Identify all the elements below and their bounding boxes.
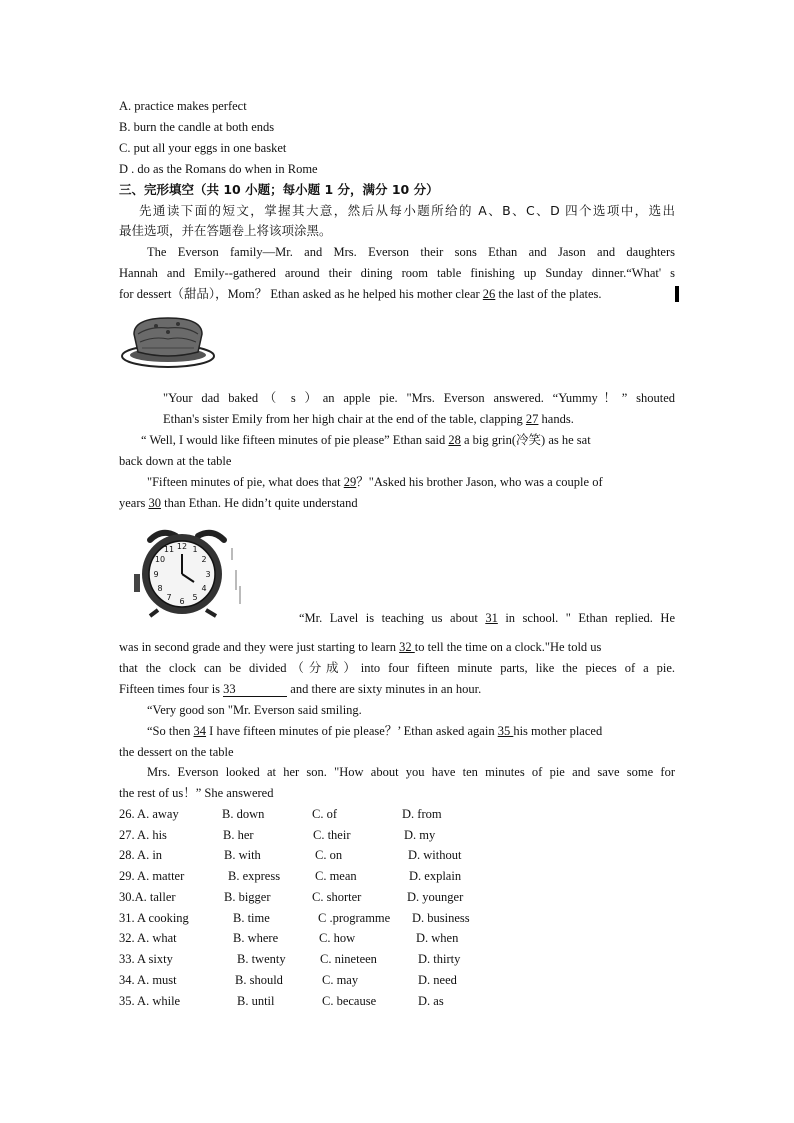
prev-option-d: D . do as the Romans do when in Rome xyxy=(119,162,318,176)
blank-27: 27 xyxy=(525,412,539,426)
blank-29: 29 xyxy=(343,475,357,489)
passage-p8-line2: the rest of us！” She answered xyxy=(119,786,274,800)
svg-text:8: 8 xyxy=(157,584,163,593)
apple-pie-image xyxy=(120,312,218,370)
svg-text:1: 1 xyxy=(192,545,198,554)
passage-p5-line1: “Mr. Lavel is teaching us about 31 in school. " Ethan replied. He xyxy=(299,611,675,625)
svg-text:12: 12 xyxy=(176,542,188,551)
svg-text:10: 10 xyxy=(154,555,166,564)
passage-p1-line3: for dessert（甜品），Mom？ Ethan asked as he helped his mother clear 26 the last of the plates. xyxy=(119,287,602,301)
passage-p3-line2: back down at the table xyxy=(119,454,232,468)
section-instruction-1: 先通读下面的短文，掌握其大意，然后从每小题所给的 A、B、C、D 四个选项中，选出 xyxy=(139,203,675,218)
svg-text:9: 9 xyxy=(153,570,159,579)
passage-p5-line4: Fifteen times four is 33 and there are sixty minutes in an hour. xyxy=(119,682,482,696)
svg-text:11: 11 xyxy=(163,545,175,554)
passage-p5-line3: that the clock can be divided（分成）into four fifteen minute parts, like the pieces of a pie. xyxy=(119,661,675,675)
svg-text:6: 6 xyxy=(179,597,185,606)
passage-p3-line1: “ Well, I would like fifteen minutes of pie please” Ethan said 28 a big grin(冷笑) as he sat xyxy=(141,433,591,447)
passage-p4-line1: "Fifteen minutes of pie, what does that 29？"Asked his brother Jason, who was a couple of xyxy=(147,475,603,489)
section-instruction-2: 最佳选项，并在答题卷上将该项涂黑。 xyxy=(119,223,332,238)
blank-34: 34 xyxy=(193,724,207,738)
blank-31: 31 xyxy=(485,611,498,625)
svg-text:2: 2 xyxy=(201,555,207,564)
passage-p4-line2: years 30 than Ethan. He didn’t quite understand xyxy=(119,496,358,510)
passage-p7-line2: the dessert on the table xyxy=(119,745,234,759)
margin-mark xyxy=(675,286,679,302)
svg-text:4: 4 xyxy=(201,584,207,593)
exam-page: A. practice makes perfect B. burn the candle at both ends C. put all your eggs in one basket D . do as the Romans do when in Rome 三、完形填空（共 10 小题；每小题 1 分，满分 10 分） 先通读下面的短文，掌握其大意，然后从每小题所给的 A、B、C、D 四个选项中，选出 最佳选项，并在答题卷上将该项涂黑。 The Everson family—Mr. and Mrs. Everson their sons Ethan and Jason and daughters Hannah and Emily--gathered around their dining room table finishing up Sunday dinner.“What' s for dessert（甜品），Mom？ Ethan asked as he helped his mother clear 26 the last of the plates. "Your dad baked（ s ）an apple pie. "Mrs. Everson answered. “Yummy！” shouted Ethan's sister Emily from her high chair at the end of the table, clapping 27 hands. “ Well, I would like fifteen minutes of pie please” Ethan said 28 a big grin(冷笑) as he sat back down at the table "Fifteen minutes of pie, what does that 29？"Asked his brother Jason, who was a couple of years 30 than Ethan. He didn’t quite understand 12 1 2 3 4 5 6 7 8 9 10 11 “Mr. Lavel is teaching us about 31 in school. " Ethan replied. He was in second grade and they were just starting to learn 32 to tell the time on a clock."He told us that the clock can be divided（分成）into four fifteen minute parts, like the pieces of a pie. Fifteen times four is 33 and there are sixty minutes in an hour. “Very good son "Mr. Everson said smiling. “So then 34 I have fifteen minutes of pie please？’ Ethan asked again 35 his mother placed the dessert on the table Mrs. Everson looked at her son. "How about you have ten minutes of pie and save some for the rest of us！” She answered 26. A. away B. down C. of D. from 27. A. his B. her C. their D. my 28. A. in B. with C. on D. without 29. A. matter B. express C. mean D. explain 30.A. taller B. bigger C. shorter D. younger 31. A cooking B. time C .programme D. business 32. A. what B. where C. how D. when 33. A sixty B. twenty C. nineteen D. thirty 34. A. must B. should C. may D. need 35. A. while B. until C. because D. as xyxy=(0,0,794,1123)
blank-33: 33 xyxy=(223,682,287,697)
svg-text:7: 7 xyxy=(166,593,172,602)
passage-p5-line2: was in second grade and they were just starting to learn 32 to tell the time on a clock."He told us xyxy=(119,640,602,654)
prev-option-b: B. burn the candle at both ends xyxy=(119,120,275,134)
blank-32: 32 xyxy=(399,640,415,654)
blank-28: 28 xyxy=(448,433,461,447)
passage-p1-line2: Hannah and Emily--gathered around their dining room table finishing up Sunday dinner.“What' s xyxy=(119,266,675,280)
alarm-clock-image xyxy=(128,526,246,618)
passage-p6: “Very good son "Mr. Everson said smiling. xyxy=(147,703,362,717)
prev-option-a: A. practice makes perfect xyxy=(119,99,247,113)
blank-26: 26 xyxy=(482,287,496,301)
passage-p7-line1: “So then 34 I have fifteen minutes of pie please？’ Ethan asked again 35 his mother placed xyxy=(147,724,603,738)
passage-p1-line1: The Everson family—Mr. and Mrs. Everson their sons Ethan and Jason and daughters xyxy=(147,245,675,259)
passage-p8-line1: Mrs. Everson looked at her son. "How about you have ten minutes of pie and save some for xyxy=(147,765,675,779)
blank-30: 30 xyxy=(148,496,161,510)
blank-35: 35 xyxy=(497,724,514,738)
svg-text:5: 5 xyxy=(192,593,198,602)
passage-p2-line2: Ethan's sister Emily from her high chair at the end of the table, clapping 27 hands. xyxy=(163,412,574,426)
section-heading: 三、完形填空（共 10 小题；每小题 1 分，满分 10 分） xyxy=(119,182,439,197)
svg-text:3: 3 xyxy=(205,570,211,579)
passage-p2-line1: "Your dad baked（ s ）an apple pie. "Mrs. Everson answered. “Yummy！” shouted xyxy=(163,391,675,405)
prev-option-c: C. put all your eggs in one basket xyxy=(119,141,287,155)
